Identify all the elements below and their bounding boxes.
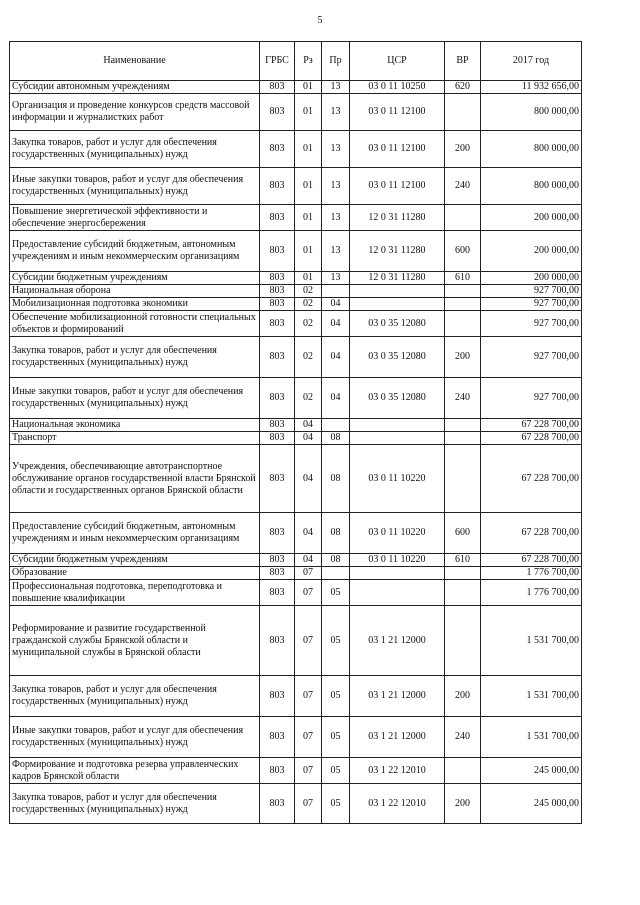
row-vr: 620: [445, 81, 481, 94]
row-rz: 07: [295, 758, 322, 784]
row-amount: 1 531 700,00: [481, 717, 582, 758]
row-amount: 67 228 700,00: [481, 554, 582, 567]
row-rz: 04: [295, 432, 322, 445]
row-vr: [445, 567, 481, 580]
row-grbs: 803: [260, 378, 295, 419]
table-row: [10, 580, 582, 606]
row-amount: 200 000,00: [481, 231, 582, 272]
row-rz: 07: [295, 606, 322, 676]
row-csr: 03 1 21 12000: [350, 717, 445, 758]
table-row: [10, 554, 582, 567]
table-row: [10, 231, 582, 272]
row-csr: 12 0 31 11280: [350, 205, 445, 231]
row-grbs: 803: [260, 580, 295, 606]
row-name: Закупка товаров, работ и услуг для обеспечения государственных (муниципальных) нужд: [10, 131, 260, 168]
row-vr: 240: [445, 717, 481, 758]
row-amount: 245 000,00: [481, 784, 582, 824]
row-csr: 03 0 35 12080: [350, 311, 445, 337]
row-vr: 600: [445, 513, 481, 554]
row-pr: 13: [322, 131, 350, 168]
table-row: [10, 445, 582, 513]
row-amount: 927 700,00: [481, 285, 582, 298]
row-csr: 03 0 11 12100: [350, 94, 445, 131]
row-amount: 927 700,00: [481, 311, 582, 337]
row-amount: 200 000,00: [481, 272, 582, 285]
row-csr: 03 0 11 12100: [350, 168, 445, 205]
header-vr: ВР: [445, 42, 481, 81]
row-csr: 03 0 11 10220: [350, 445, 445, 513]
table-row: [10, 285, 582, 298]
row-rz: 04: [295, 445, 322, 513]
row-vr: [445, 580, 481, 606]
row-vr: [445, 419, 481, 432]
table-row: [10, 758, 582, 784]
row-pr: 04: [322, 298, 350, 311]
table-row: [10, 513, 582, 554]
row-grbs: 803: [260, 554, 295, 567]
row-name: Предоставление субсидий бюджетным, автономным учреждениям и иным некоммерческим организациям: [10, 231, 260, 272]
header-grbs: ГРБС: [260, 42, 295, 81]
row-pr: 05: [322, 758, 350, 784]
row-name: Предоставление субсидий бюджетным, автономным учреждениям и иным некоммерческим организациям: [10, 513, 260, 554]
row-name: Иные закупки товаров, работ и услуг для обеспечения государственных (муниципальных) нужд: [10, 717, 260, 758]
row-rz: 07: [295, 784, 322, 824]
row-rz: 04: [295, 554, 322, 567]
row-grbs: 803: [260, 784, 295, 824]
row-rz: 01: [295, 231, 322, 272]
row-grbs: 803: [260, 513, 295, 554]
row-name: Обеспечение мобилизационной готовности специальных объектов и формирований: [10, 311, 260, 337]
row-csr: 03 0 11 10250: [350, 81, 445, 94]
table-row: [10, 94, 582, 131]
row-name: Образование: [10, 567, 260, 580]
row-amount: 1 531 700,00: [481, 606, 582, 676]
row-amount: 200 000,00: [481, 205, 582, 231]
header-pr: Пр: [322, 42, 350, 81]
row-vr: 200: [445, 676, 481, 717]
row-name: Субсидии бюджетным учреждениям: [10, 272, 260, 285]
table-row: [10, 272, 582, 285]
row-csr: [350, 419, 445, 432]
table-row: [10, 567, 582, 580]
row-name: Транспорт: [10, 432, 260, 445]
row-rz: 01: [295, 168, 322, 205]
row-amount: 245 000,00: [481, 758, 582, 784]
row-grbs: 803: [260, 205, 295, 231]
row-rz: 02: [295, 285, 322, 298]
row-name: Субсидии автономным учреждениям: [10, 81, 260, 94]
table-row: [10, 337, 582, 378]
row-grbs: 803: [260, 717, 295, 758]
row-csr: 03 0 35 12080: [350, 337, 445, 378]
row-vr: [445, 298, 481, 311]
row-amount: 800 000,00: [481, 168, 582, 205]
row-pr: 13: [322, 272, 350, 285]
row-amount: 67 228 700,00: [481, 419, 582, 432]
row-vr: 610: [445, 272, 481, 285]
row-vr: [445, 285, 481, 298]
row-grbs: 803: [260, 419, 295, 432]
row-grbs: 803: [260, 285, 295, 298]
row-csr: 12 0 31 11280: [350, 231, 445, 272]
row-pr: 08: [322, 445, 350, 513]
row-name: Закупка товаров, работ и услуг для обеспечения государственных (муниципальных) нужд: [10, 784, 260, 824]
row-pr: 05: [322, 717, 350, 758]
header-name: Наименование: [10, 42, 260, 81]
row-rz: 04: [295, 419, 322, 432]
row-rz: 01: [295, 131, 322, 168]
row-pr: 13: [322, 94, 350, 131]
row-pr: 04: [322, 378, 350, 419]
row-rz: 01: [295, 81, 322, 94]
row-vr: 200: [445, 337, 481, 378]
row-vr: 240: [445, 378, 481, 419]
row-csr: 03 1 22 12010: [350, 758, 445, 784]
row-amount: 67 228 700,00: [481, 432, 582, 445]
table-row: [10, 676, 582, 717]
row-grbs: 803: [260, 337, 295, 378]
table-body: [10, 81, 582, 824]
row-grbs: 803: [260, 311, 295, 337]
row-rz: 01: [295, 272, 322, 285]
row-name: Реформирование и развитие государственной гражданской службы Брянской области и муниципальной службы в Брянской области: [10, 606, 260, 676]
row-rz: 07: [295, 717, 322, 758]
row-grbs: 803: [260, 432, 295, 445]
row-vr: 240: [445, 168, 481, 205]
row-pr: 05: [322, 606, 350, 676]
row-rz: 04: [295, 513, 322, 554]
table-row: [10, 168, 582, 205]
row-rz: 02: [295, 378, 322, 419]
row-grbs: 803: [260, 606, 295, 676]
row-csr: 03 0 11 10220: [350, 513, 445, 554]
row-pr: [322, 567, 350, 580]
row-grbs: 803: [260, 676, 295, 717]
row-name: Национальная экономика: [10, 419, 260, 432]
row-pr: [322, 419, 350, 432]
row-amount: 800 000,00: [481, 131, 582, 168]
row-rz: 01: [295, 205, 322, 231]
table-row: [10, 205, 582, 231]
row-amount: 11 932 656,00: [481, 81, 582, 94]
row-name: Закупка товаров, работ и услуг для обеспечения государственных (муниципальных) нужд: [10, 676, 260, 717]
row-grbs: 803: [260, 445, 295, 513]
row-pr: 05: [322, 676, 350, 717]
row-pr: 04: [322, 311, 350, 337]
row-pr: 13: [322, 168, 350, 205]
row-amount: 927 700,00: [481, 298, 582, 311]
row-csr: 03 1 22 12010: [350, 784, 445, 824]
row-pr: 08: [322, 554, 350, 567]
row-grbs: 803: [260, 131, 295, 168]
row-pr: 13: [322, 81, 350, 94]
row-pr: 08: [322, 432, 350, 445]
row-amount: 927 700,00: [481, 378, 582, 419]
row-vr: 200: [445, 784, 481, 824]
table-row: [10, 311, 582, 337]
table-header-row: [10, 42, 582, 81]
row-pr: 04: [322, 337, 350, 378]
row-grbs: 803: [260, 168, 295, 205]
row-grbs: 803: [260, 81, 295, 94]
row-vr: [445, 445, 481, 513]
row-name: Формирование и подготовка резерва управленческих кадров Брянской области: [10, 758, 260, 784]
row-amount: 1 776 700,00: [481, 580, 582, 606]
row-csr: [350, 298, 445, 311]
header-amount: 2017 год: [481, 42, 582, 81]
row-name: Повышение энергетической эффективности и обеспечение энергосбережения: [10, 205, 260, 231]
row-pr: 13: [322, 205, 350, 231]
row-csr: 03 0 11 12100: [350, 131, 445, 168]
row-rz: 02: [295, 337, 322, 378]
row-csr: [350, 432, 445, 445]
row-vr: [445, 205, 481, 231]
header-rz: Рз: [295, 42, 322, 81]
row-name: Организация и проведение конкурсов средств массовой информации и журналистких работ: [10, 94, 260, 131]
row-name: Иные закупки товаров, работ и услуг для обеспечения государственных (муниципальных) нужд: [10, 378, 260, 419]
table-row: [10, 432, 582, 445]
table-row: [10, 606, 582, 676]
row-amount: 1 531 700,00: [481, 676, 582, 717]
row-name: Национальная оборона: [10, 285, 260, 298]
table-row: [10, 378, 582, 419]
table-row: [10, 298, 582, 311]
row-rz: 07: [295, 567, 322, 580]
row-csr: 03 0 11 10220: [350, 554, 445, 567]
budget-table: [9, 41, 582, 824]
row-rz: 07: [295, 580, 322, 606]
row-amount: 1 776 700,00: [481, 567, 582, 580]
row-vr: [445, 432, 481, 445]
row-csr: 03 0 35 12080: [350, 378, 445, 419]
row-csr: [350, 285, 445, 298]
table-row: [10, 419, 582, 432]
table-row: [10, 717, 582, 758]
row-amount: 927 700,00: [481, 337, 582, 378]
row-vr: 610: [445, 554, 481, 567]
row-grbs: 803: [260, 231, 295, 272]
row-csr: [350, 567, 445, 580]
table-row: [10, 784, 582, 824]
row-amount: 67 228 700,00: [481, 513, 582, 554]
row-grbs: 803: [260, 567, 295, 580]
row-name: Субсидии бюджетным учреждениям: [10, 554, 260, 567]
page-number: 5: [317, 15, 323, 26]
row-pr: 05: [322, 784, 350, 824]
row-grbs: 803: [260, 758, 295, 784]
row-csr: 12 0 31 11280: [350, 272, 445, 285]
row-rz: 01: [295, 94, 322, 131]
row-name: Учреждения, обеспечивающие автотранспортное обслуживание органов государственной власти Брянской области и государственных органов Брянской области: [10, 445, 260, 513]
row-pr: 08: [322, 513, 350, 554]
row-grbs: 803: [260, 272, 295, 285]
row-rz: 02: [295, 311, 322, 337]
row-amount: 800 000,00: [481, 94, 582, 131]
row-csr: [350, 580, 445, 606]
row-csr: 03 1 21 12000: [350, 606, 445, 676]
row-vr: 600: [445, 231, 481, 272]
row-grbs: 803: [260, 298, 295, 311]
row-grbs: 803: [260, 94, 295, 131]
row-pr: [322, 285, 350, 298]
table-row: [10, 131, 582, 168]
row-rz: 07: [295, 676, 322, 717]
table-row: [10, 81, 582, 94]
row-name: Закупка товаров, работ и услуг для обеспечения государственных (муниципальных) нужд: [10, 337, 260, 378]
row-name: Иные закупки товаров, работ и услуг для обеспечения государственных (муниципальных) нужд: [10, 168, 260, 205]
row-rz: 02: [295, 298, 322, 311]
row-name: Мобилизационная подготовка экономики: [10, 298, 260, 311]
row-csr: 03 1 21 12000: [350, 676, 445, 717]
row-vr: [445, 606, 481, 676]
row-vr: [445, 311, 481, 337]
row-pr: 05: [322, 580, 350, 606]
row-amount: 67 228 700,00: [481, 445, 582, 513]
row-pr: 13: [322, 231, 350, 272]
row-vr: 200: [445, 131, 481, 168]
row-name: Профессиональная подготовка, переподготовка и повышение квалификации: [10, 580, 260, 606]
row-vr: [445, 758, 481, 784]
row-vr: [445, 94, 481, 131]
header-csr: ЦСР: [350, 42, 445, 81]
